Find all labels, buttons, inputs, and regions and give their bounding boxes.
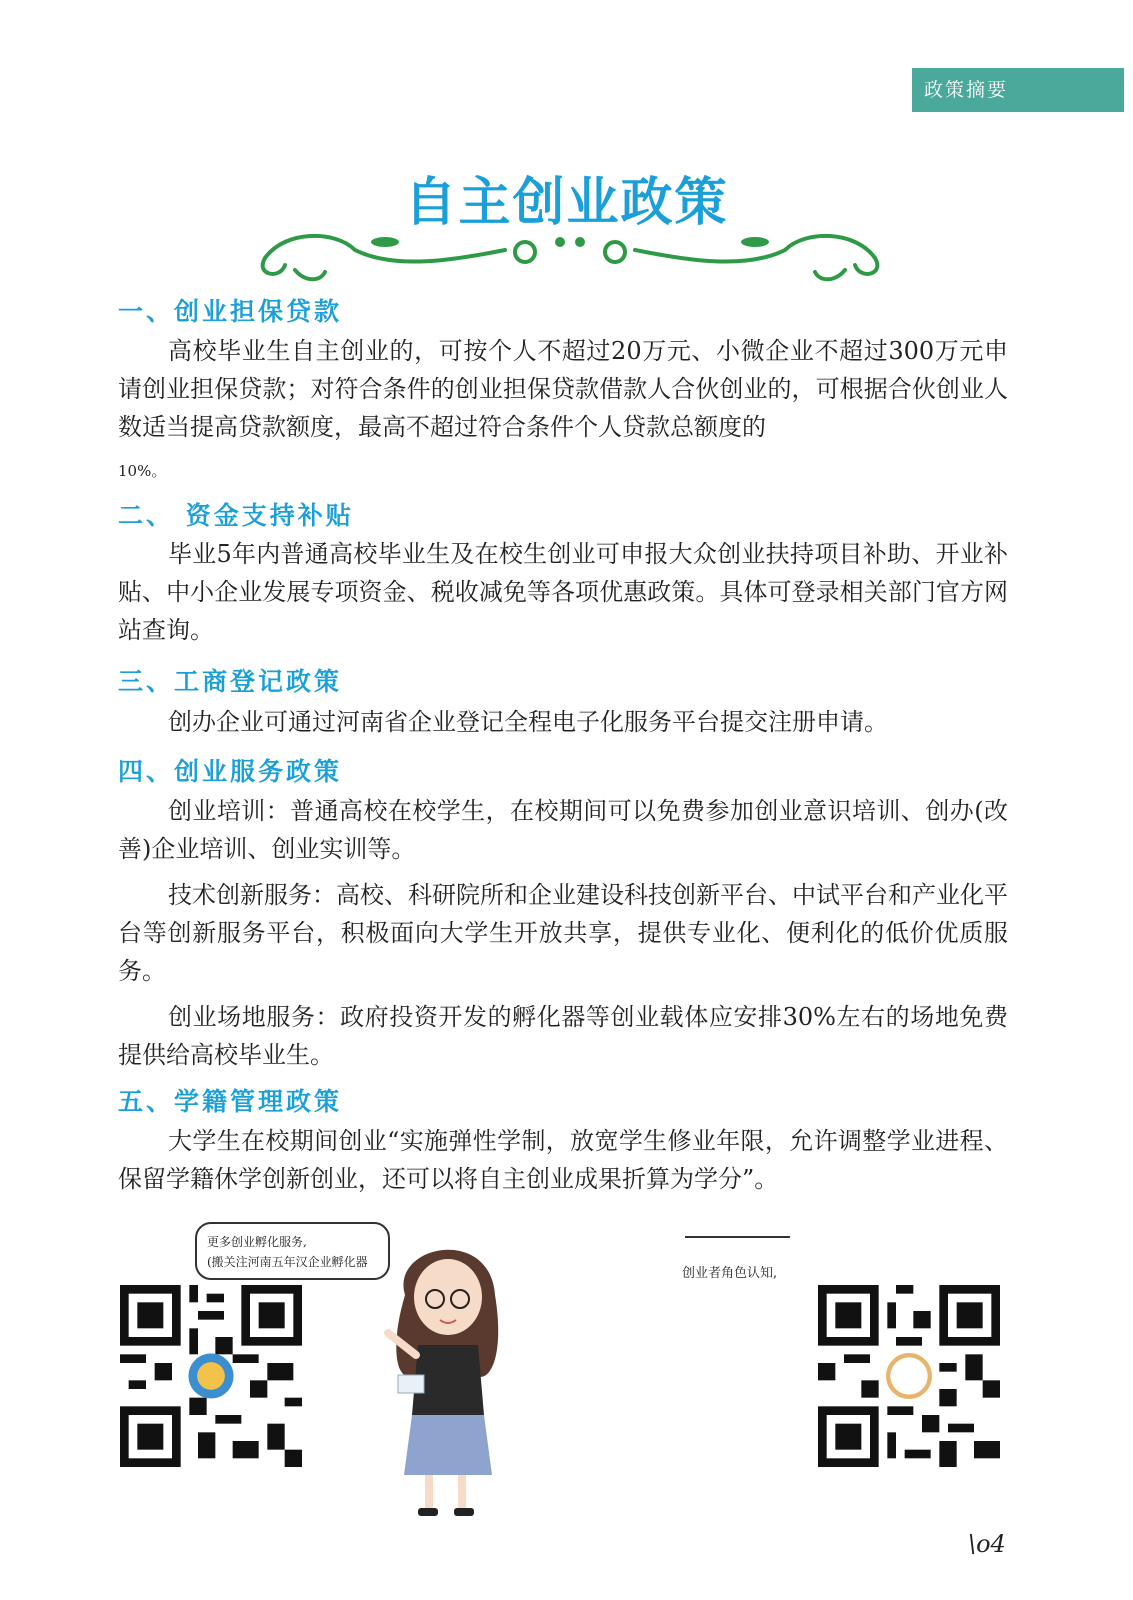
page-number: \o4 [968, 1530, 1006, 1558]
section-heading: 二、 资金支持补贴 [118, 501, 354, 530]
bubble-line: 更多创业孵化服务, [207, 1235, 307, 1249]
paragraph: 创业培训：普通高校在校学生，在校期间可以免费参加创业意识培训、创办(改善)企业培训、创业实训等。 [118, 797, 1008, 863]
qr-code-icon[interactable] [120, 1285, 302, 1467]
paragraph: 创办企业可通过河南省企业登记全程电子化服务平台提交注册申请。 [168, 708, 888, 736]
section-heading: 四、创业服务政策 [118, 757, 343, 786]
paragraph: 大学生在校期间创业“实施弹性学制，放宽学生修业年限，允许调整学业进程、保留学籍休学创新创业，还可以将自主创业成果折算为学分”。 [118, 1127, 1008, 1193]
bubble-line: (搬关注河南五年汉企业孵化器 [207, 1255, 368, 1269]
cartoon-girl-icon [380, 1225, 510, 1525]
decorative-ornament-icon [225, 220, 915, 290]
page-title: 自主创业政策 [404, 173, 729, 233]
paragraph: 高校毕业生自主创业的，可按个人不超过20万元、小微企业不超过300万元申请创业担保贷款；对符合条件的创业担保贷款借款人合伙创业的，可根据合伙创业人数适当提高贷款额度，最高不超过符合条件个人贷款总额度的 [118, 337, 1008, 441]
divider [685, 1236, 790, 1238]
section-heading: 五、学籍管理政策 [118, 1087, 343, 1116]
speech-bubble [195, 1222, 390, 1280]
qr-caption: 创业者角色认知, [682, 1266, 778, 1281]
qr-code-icon[interactable] [818, 1285, 1000, 1467]
paragraph: 毕业5年内普通高校毕业生及在校生创业可申报大众创业扶持项目补助、开业补贴、中小企业发展专项资金、税收减免等各项优惠政策。具体可登录相关部门官方网站查询。 [118, 540, 1008, 644]
section-heading: 三、工商登记政策 [118, 667, 343, 696]
section-tab: 政策摘要 [912, 68, 1124, 112]
paragraph-tail: 10%。 [118, 462, 167, 480]
paragraph: 创业场地服务：政府投资开发的孵化器等创业载体应安排30%左右的场地免费提供给高校毕业生。 [118, 1003, 1008, 1069]
paragraph: 技术创新服务：高校、科研院所和企业建设科技创新平台、中试平台和产业化平台等创新服务平台，积极面向大学生开放共享，提供专业化、便利化的低价优质服务。 [118, 881, 1008, 985]
section-heading: 一、创业担保贷款 [118, 297, 343, 326]
